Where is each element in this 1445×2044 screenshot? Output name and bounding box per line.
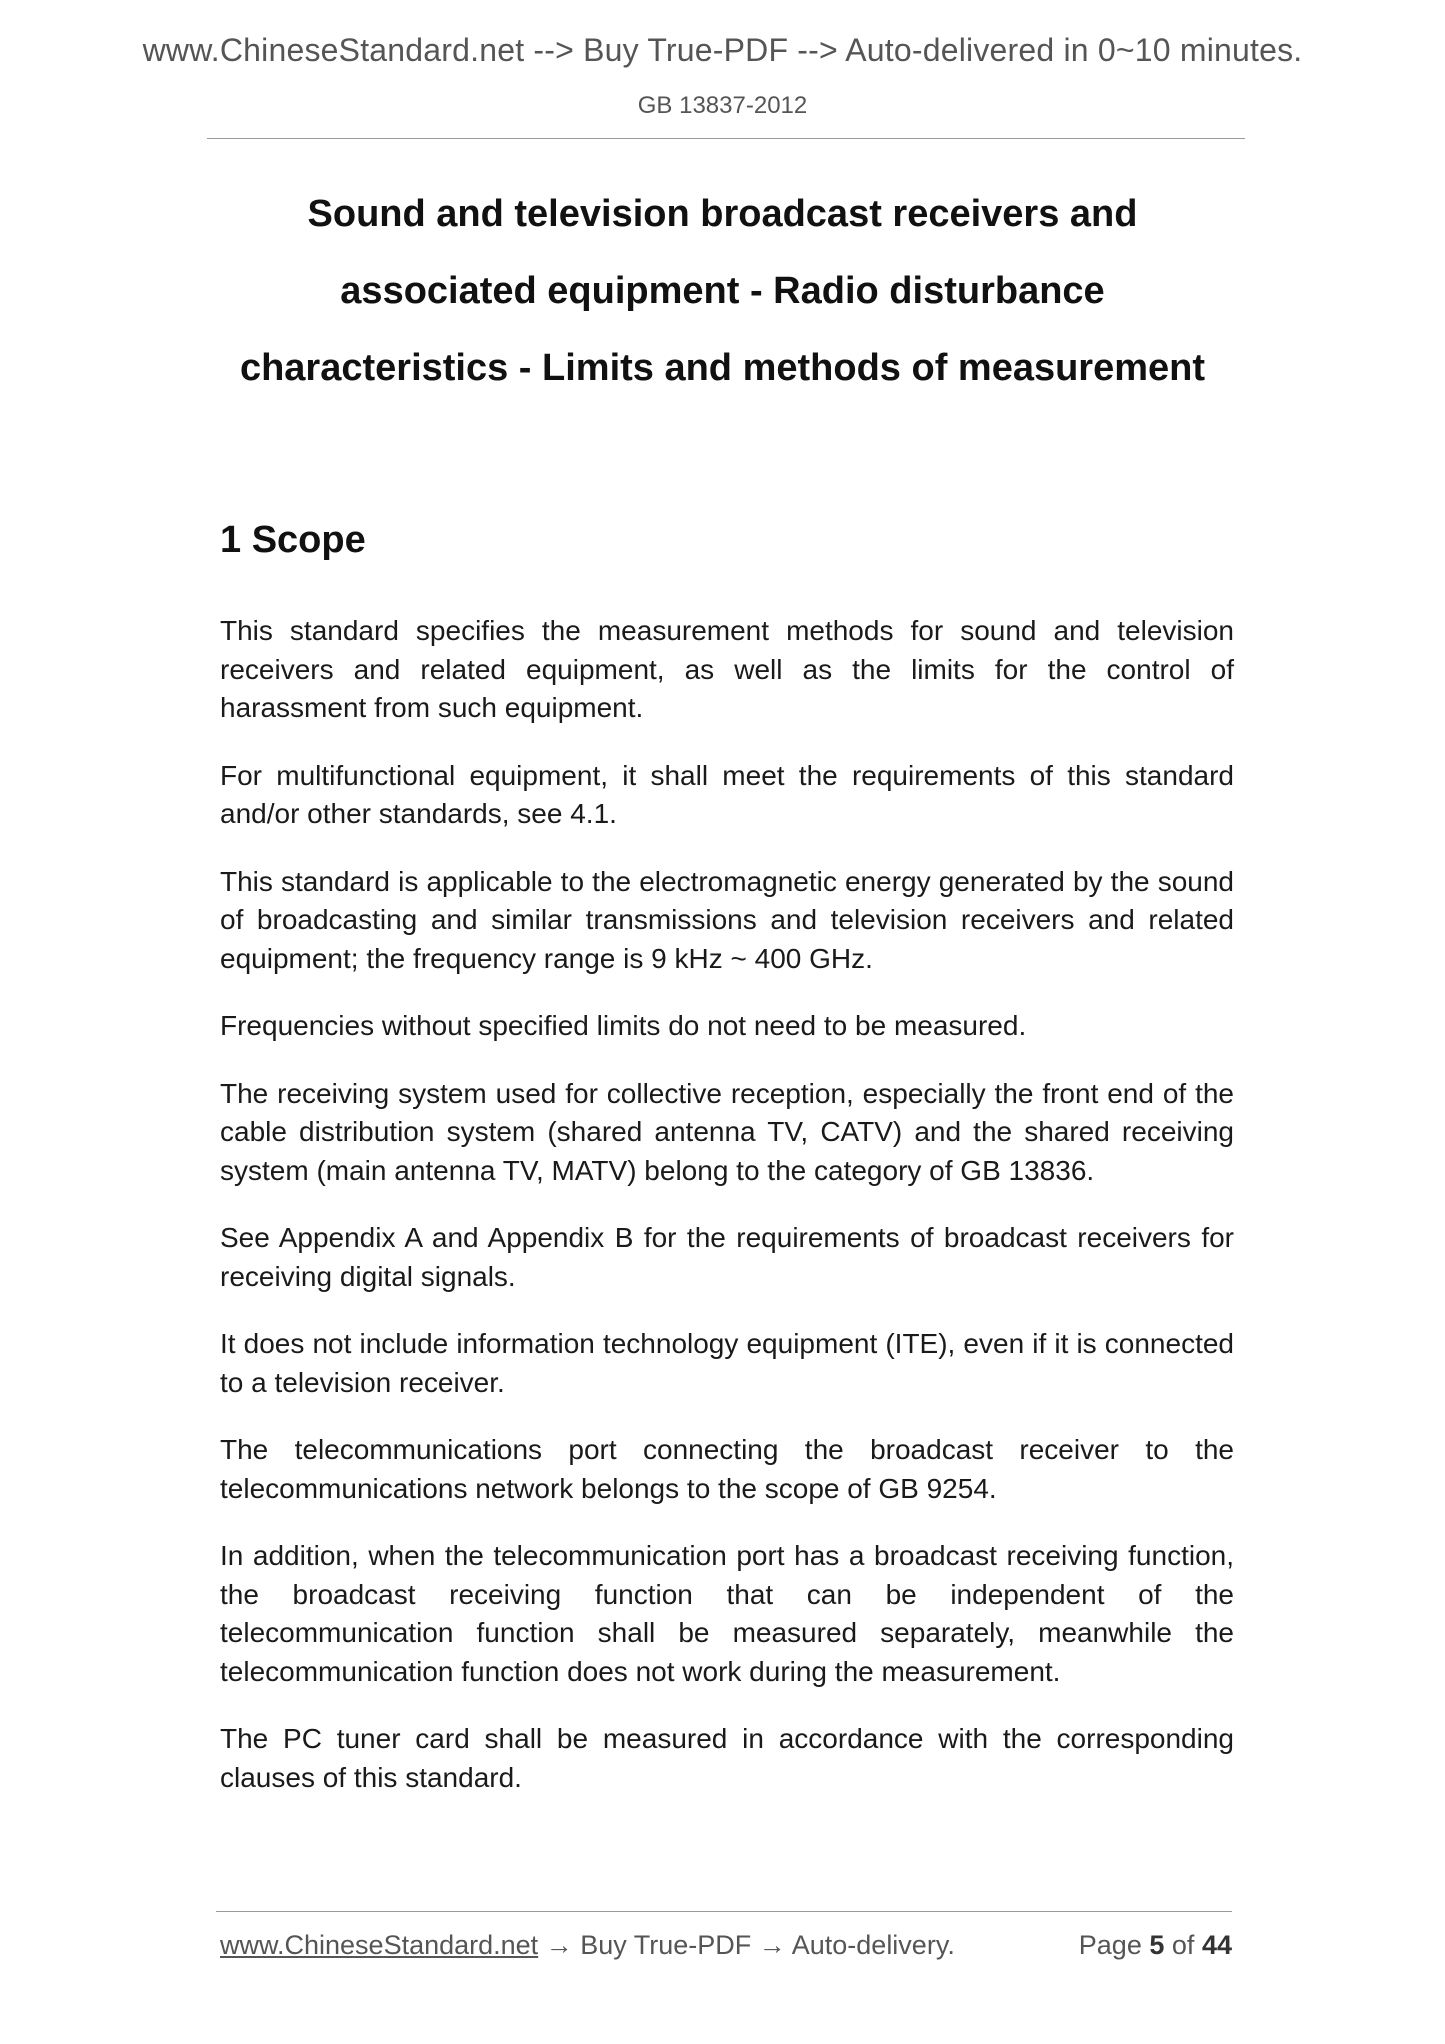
title-line-1: Sound and television broadcast receivers and bbox=[307, 193, 1138, 235]
top-banner: www.ChineseStandard.net --> Buy True-PDF --> Auto-delivered in 0~10 minutes. bbox=[142, 32, 1303, 68]
standard-code: GB 13837-2012 bbox=[637, 92, 808, 119]
footer-delivery-text: → Buy True-PDF → Auto-delivery. bbox=[538, 1930, 955, 1960]
section-heading: 1 Scope bbox=[220, 519, 366, 561]
paragraph: Frequencies without specified limits do not need to be measured. bbox=[220, 1010, 1027, 1041]
section-body bbox=[220, 612, 1234, 1826]
paragraph: For multifunctional equipment, it shall meet the requirements of this standard and/or other standards, see 4.1. bbox=[220, 759, 1234, 829]
of-label: of bbox=[1171, 1930, 1195, 1960]
document-title bbox=[180, 176, 1265, 407]
paragraph: The PC tuner card shall be measured in accordance with the corresponding clauses of this standard. bbox=[220, 1723, 1234, 1793]
total-pages: 44 bbox=[1201, 1930, 1232, 1960]
page-label: Page bbox=[1078, 1930, 1142, 1960]
paragraph: The telecommunications port connecting the broadcast receiver to the telecommunications network belongs to the scope of GB 9254. bbox=[220, 1434, 1234, 1504]
page-number: 5 bbox=[1149, 1930, 1165, 1960]
page-indicator bbox=[1079, 1930, 1232, 1961]
footer-left bbox=[220, 1930, 955, 1961]
paragraph: See Appendix A and Appendix B for the requirements of broadcast receivers for receiving digital signals. bbox=[220, 1222, 1234, 1292]
paragraph: The receiving system used for collective reception, especially the front end of the cable distribution system (shared antenna TV, CATV) and the shared receiving system (main antenna TV, MATV) belong to the category of GB 13836. bbox=[220, 1077, 1234, 1186]
title-line-3: characteristics - Limits and methods of measurement bbox=[239, 347, 1206, 389]
footer-site-link[interactable]: www.ChineseStandard.net bbox=[220, 1930, 539, 1960]
paragraph: It does not include information technology equipment (ITE), even if it is connected to a television receiver. bbox=[220, 1328, 1234, 1398]
header-divider bbox=[207, 138, 1245, 139]
paragraph: In addition, when the telecommunication port has a broadcast receiving function, the broadcast receiving function that can be independent of the telecommunication function shall be measured separately, meanwhile the telecommunication function does not work during the measurement. bbox=[220, 1540, 1234, 1687]
footer-divider bbox=[216, 1911, 1232, 1912]
paragraph: This standard is applicable to the electromagnetic energy generated by the sound of broadcasting and similar transmissions and television receivers and related equipment; the frequency range is 9 kHz ~ 400 GHz. bbox=[220, 865, 1234, 974]
title-line-2: associated equipment - Radio disturbance bbox=[340, 270, 1105, 312]
paragraph: This standard specifies the measurement methods for sound and television receivers and related equipment, as well as the limits for the control of harassment from such equipment. bbox=[220, 615, 1234, 723]
